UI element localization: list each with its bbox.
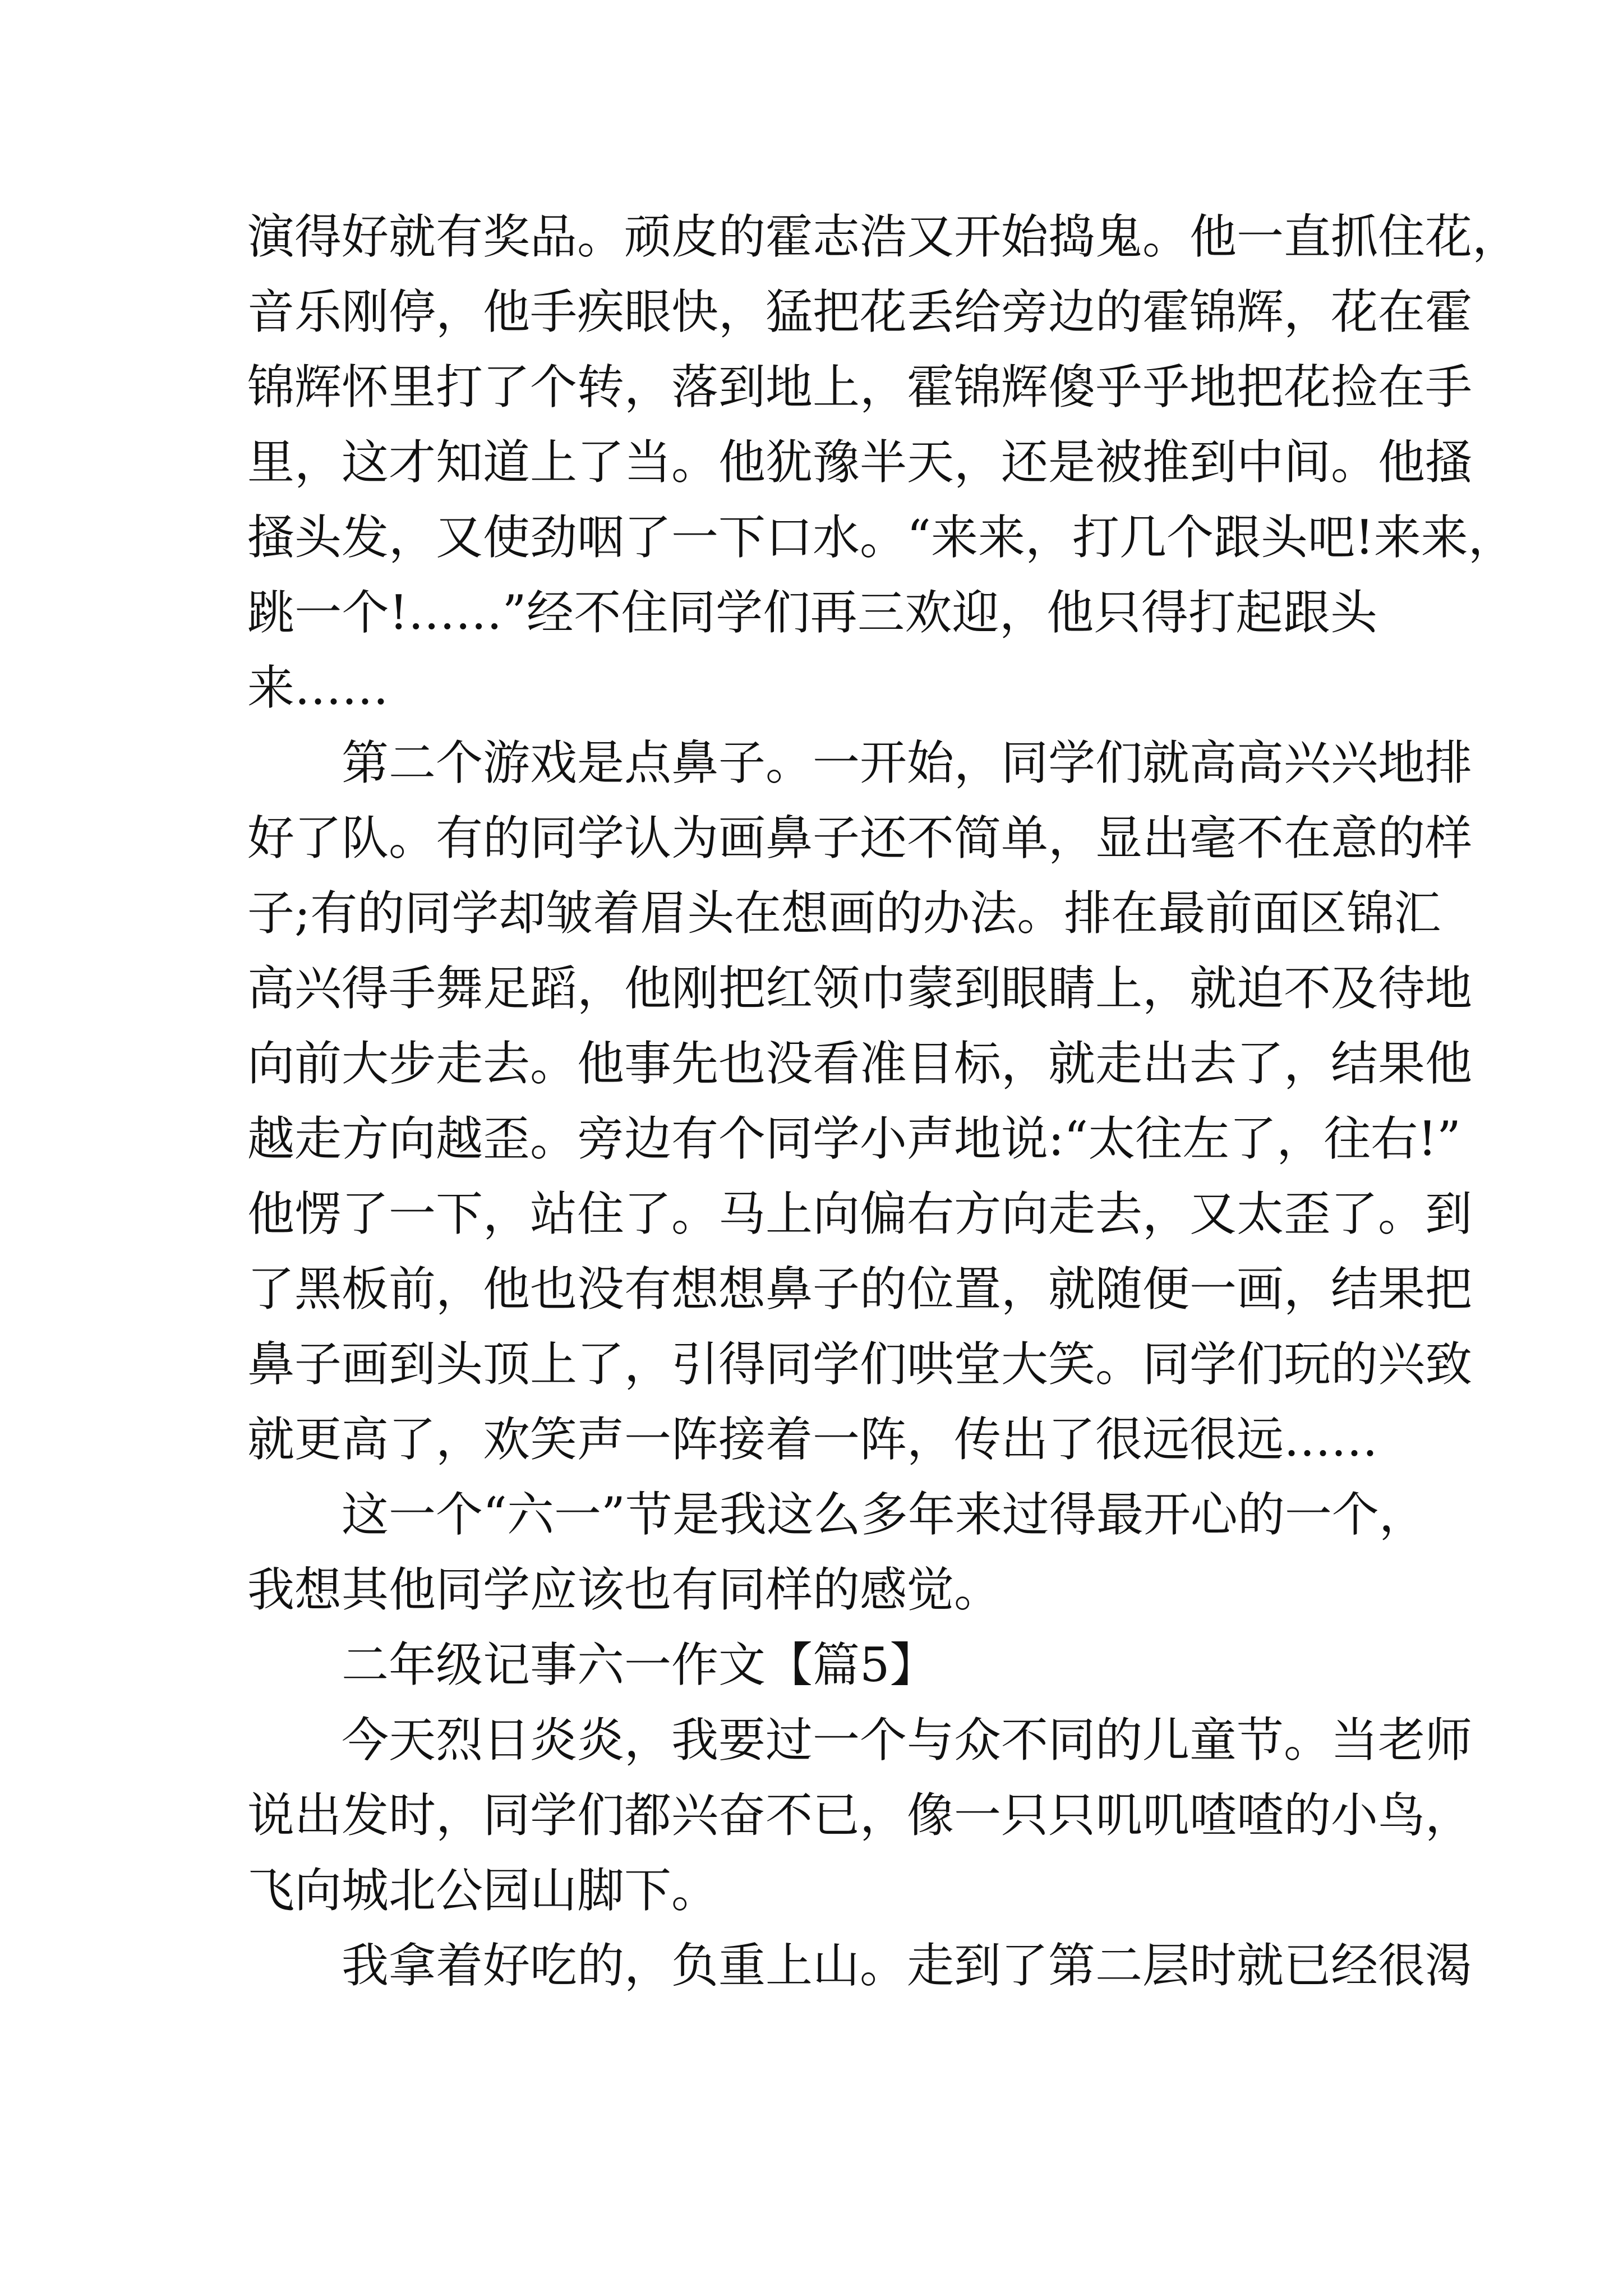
paragraph-first-line: 我拿着好吃的，负重上山。走到了第二层时就已经很渴	[342, 1938, 1473, 1993]
text-line: 演得好就有奖品。顽皮的霍志浩又开始捣鬼。他一直抓住花，	[247, 209, 1520, 264]
text-line: 来……	[247, 660, 389, 715]
paragraph-first-line: 今天烈日炎炎，我要过一个与众不同的儿童节。当老师	[342, 1713, 1473, 1768]
paragraph-first-line: 第二个游戏是点鼻子。一开始，同学们就高高兴兴地排	[342, 735, 1473, 790]
text-line: 飞向城北公园山脚下。	[247, 1863, 719, 1918]
paragraph-first-line: 这一个“六一”节是我这么多年来过得最开心的一个，	[342, 1487, 1426, 1542]
text-line: 好了队。有的同学认为画鼻子还不简单，显出毫不在意的样	[247, 811, 1473, 866]
text-line: 高兴得手舞足蹈，他刚把红领巾蒙到眼睛上，就迫不及待地	[247, 961, 1473, 1016]
text-line: 搔头发，又使劲咽了一下口水。“来来，打几个跟头吧!来来，	[247, 510, 1515, 565]
document-body	[247, 199, 1520, 2003]
text-line: 里，这才知道上了当。他犹豫半天，还是被推到中间。他搔	[247, 435, 1473, 490]
text-line: 音乐刚停，他手疾眼快，猛把花丢给旁边的霍锦辉，花在霍	[247, 284, 1473, 339]
text-line: 他愣了一下，站住了。马上向偏右方向走去，又太歪了。到	[247, 1186, 1473, 1241]
section-heading: 二年级记事六一作文【篇5】	[342, 1637, 937, 1692]
text-line: 跳一个!……”经不住同学们再三欢迎，他只得打起跟头	[247, 585, 1377, 640]
text-line: 锦辉怀里打了个转，落到地上，霍锦辉傻乎乎地把花捡在手	[247, 360, 1473, 415]
text-line: 我想其他同学应该也有同样的感觉。	[247, 1562, 1002, 1617]
text-line: 越走方向越歪。旁边有个同学小声地说:“太往左了，往右!”	[247, 1111, 1461, 1166]
text-line: 向前大步走去。他事先也没看准目标，就走出去了，结果他	[247, 1036, 1473, 1091]
text-line: 鼻子画到头顶上了，引得同学们哄堂大笑。同学们玩的兴致	[247, 1337, 1473, 1392]
text-line: 说出发时，同学们都兴奋不已，像一只只叽叽喳喳的小鸟，	[247, 1788, 1473, 1843]
text-line: 了黑板前，他也没有想想鼻子的位置，就随便一画，结果把	[247, 1262, 1473, 1317]
text-line: 就更高了，欢笑声一阵接着一阵，传出了很远很远……	[247, 1412, 1378, 1467]
text-line: 子;有的同学却皱着眉头在想画的办法。排在最前面区锦汇	[247, 886, 1441, 941]
